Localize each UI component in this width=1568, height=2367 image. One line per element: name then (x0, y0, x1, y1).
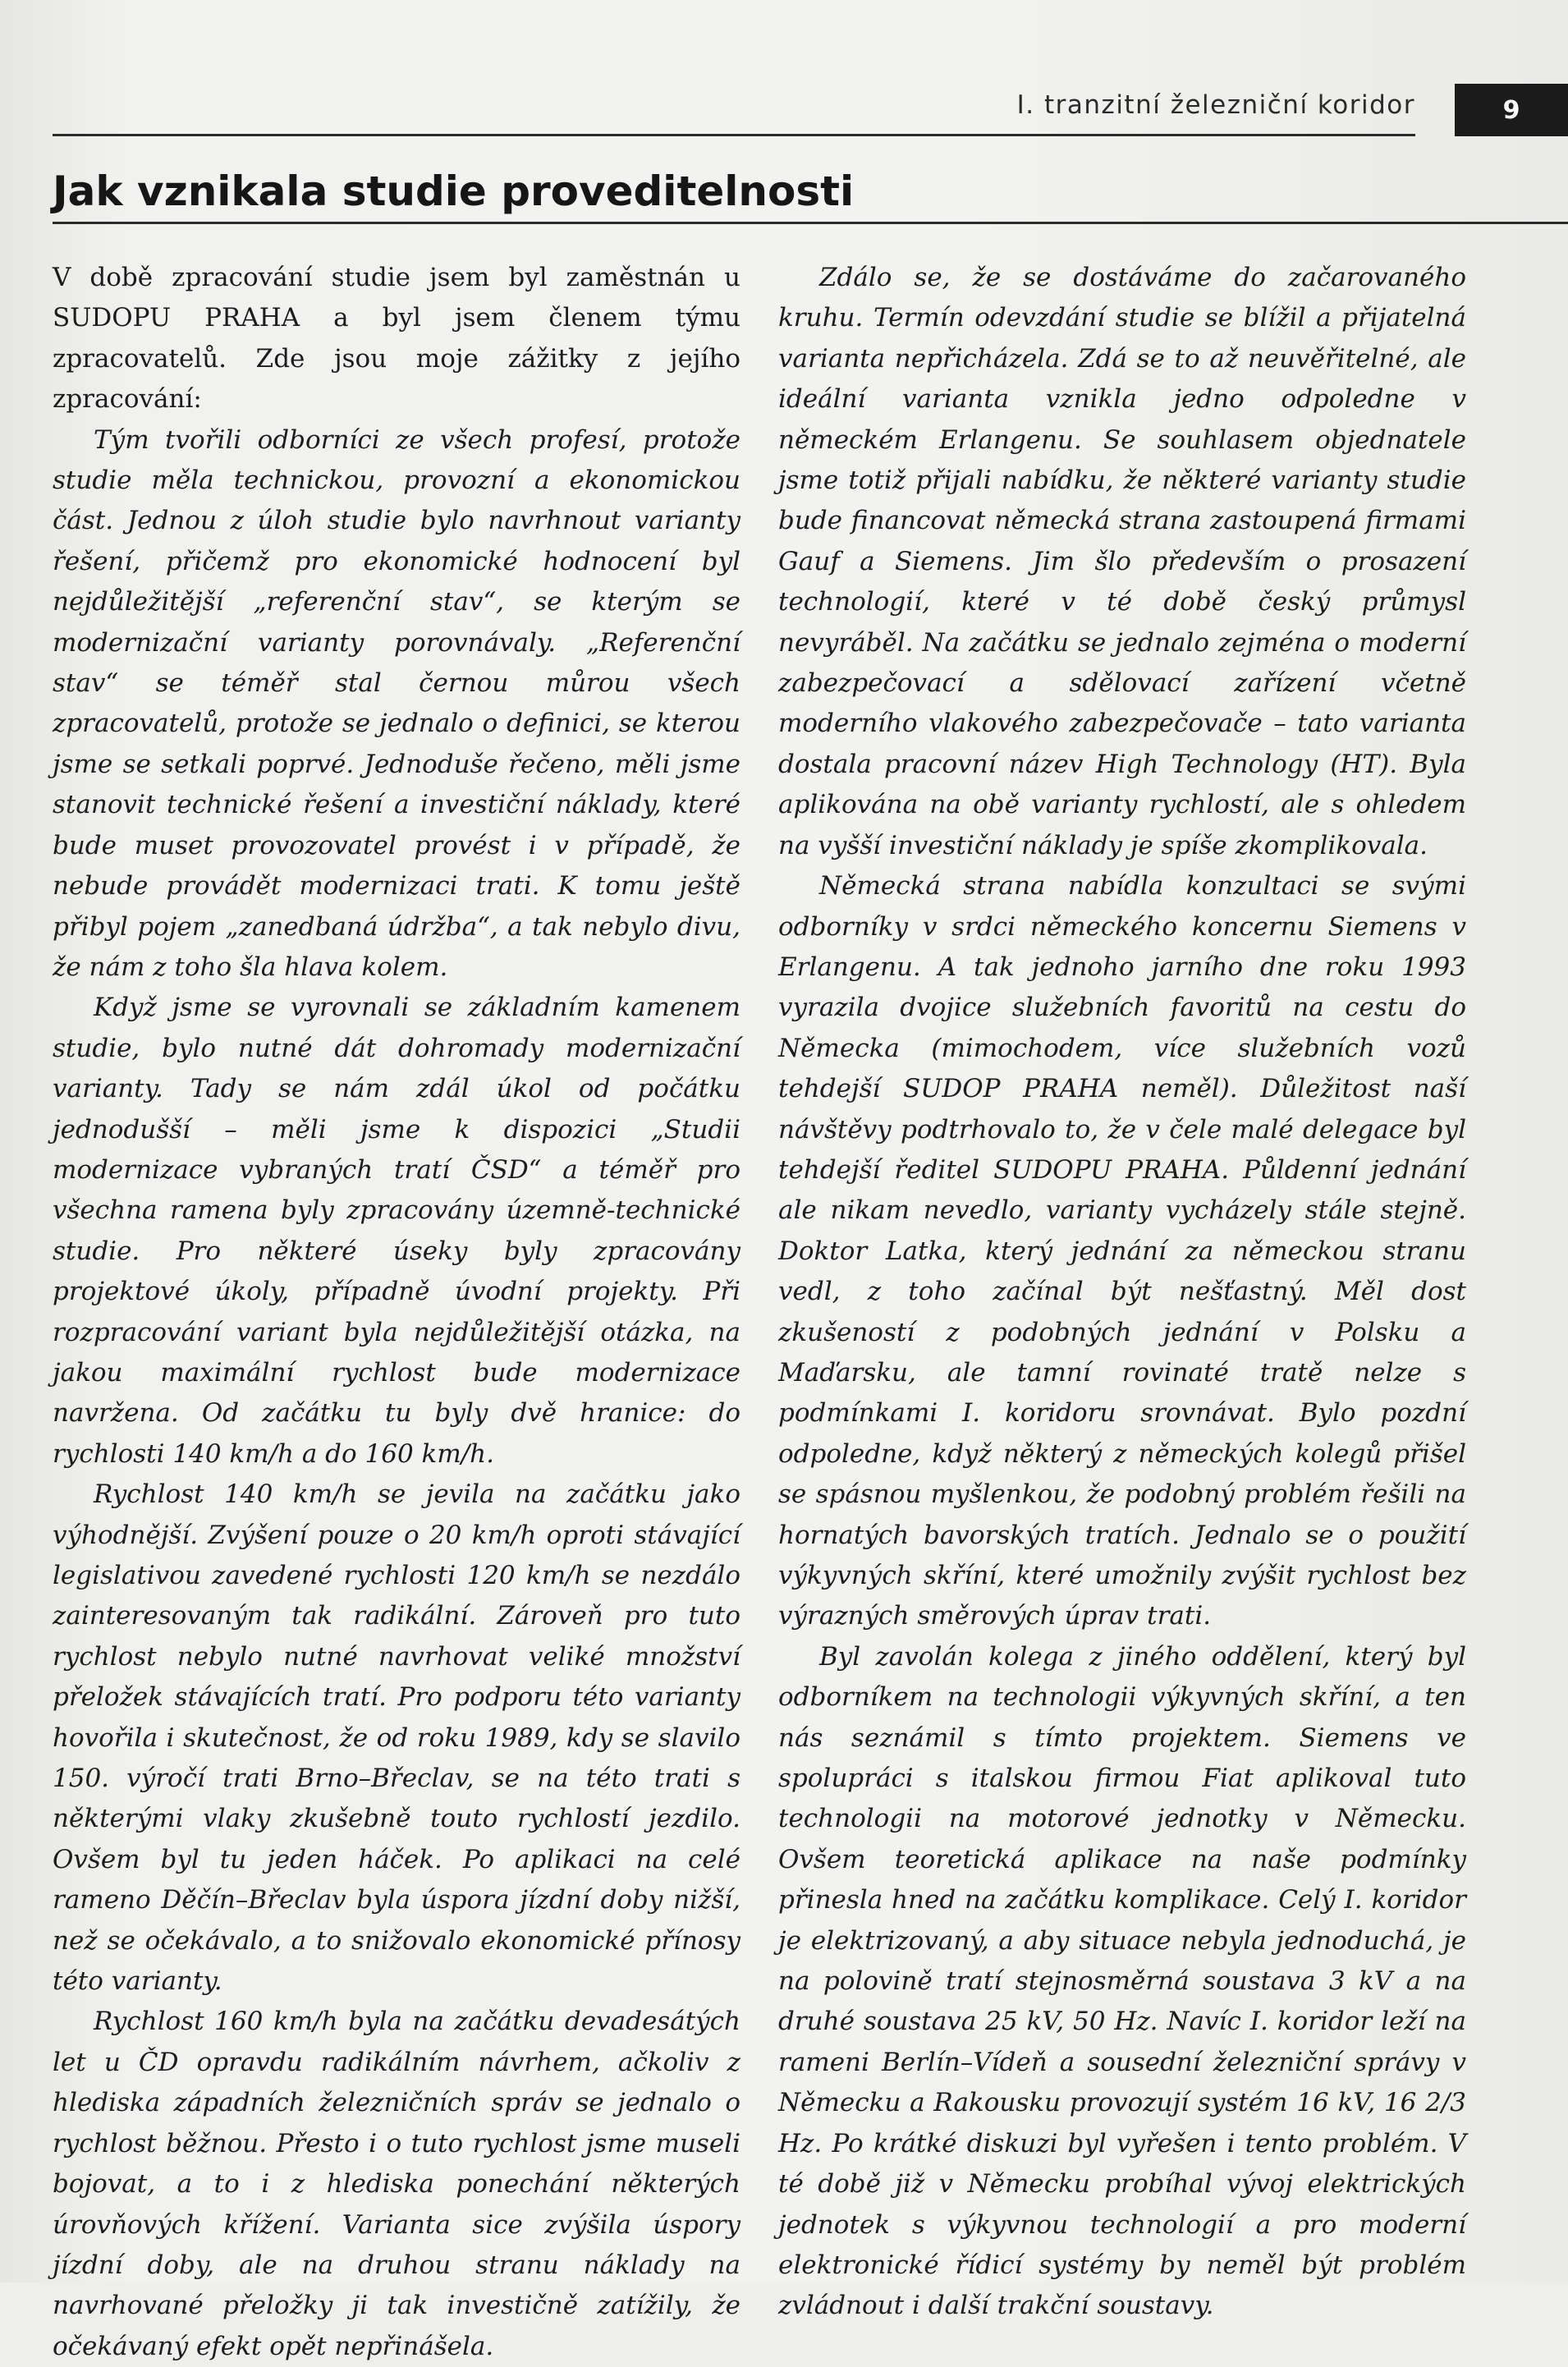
running-title: I. tranzitní železniční koridor (1016, 90, 1415, 120)
paragraph: Zdálo se, že se dostáváme do začarovaného kruhu. Termín odevzdání studie se blížil a přijatelná varianta nepřicházela. Zdá se to až neuvěřitelné, ale ideální varianta vznikla jedno odpoledne v německém Erlangenu. Se souhlasem objednatele jsme totiž přijali nabídku, že některé varianty studie bude financovat německá strana zastoupená firmami Gauf a Siemens. Jim šlo především o prosazení technologií, které v té době český průmysl nevyráběl. Na začátku se jednalo zejména o moderní zabezpečovací a sdělovací zařízení včetně moderního vlakového zabezpečovače – tato varianta dostala pracovní název High Technology (HT). Byla aplikována na obě varianty rychlostí, ale s ohledem na vyšší investiční náklady je spíše zkomplikovala. (778, 263, 1466, 860)
paragraph: V době zpracování studie jsem byl zaměstnán u SUDOPU PRAHA a byl jsem členem týmu zpracovatelů. Zde jsou moje zážitky z jejího zpracování: (53, 263, 740, 415)
page-number: 9 (1455, 84, 1568, 136)
header-rule (53, 134, 1415, 136)
paragraph: Byl zavolán kolega z jiného oddělení, který byl odborníkem na technologii výkyvných skříní, a ten nás seznámil s tímto projektem. Siemens ve spolupráci s italskou firmou Fiat aplikoval tuto technologii na motorové jednotky v Německu. Ovšem teoretická aplikace na naše podmínky přinesla hned na začátku komplikace. Celý I. koridor je elektrizovaný, a aby situace nebyla jednoduchá, je na polovině tratí stejnosměrná soustava 3 kV a na druhé soustava 25 kV, 50 Hz. Navíc I. koridor leží na rameni Berlín–Vídeň a sousední železniční správy v Německu a Rakousku provozují systém 16 kV, 16 2/3 Hz. Po krátké diskuzi byl vyřešen i tento problém. V té době již v Německu probíhal vývoj elektrických jednotek s výkyvnou technologií a pro moderní elektronické řídicí systémy by neměl být problém zvládnout i další trakční soustavy. (778, 1641, 1466, 2321)
right-column (778, 258, 1466, 2327)
title-rule (53, 222, 1568, 224)
paragraph: Rychlost 140 km/h se jevila na začátku jako výhodnější. Zvýšení pouze o 20 km/h oproti stávající legislativou zavedené rychlosti 120 km/h se nezdálo zainteresovaným tak radikální. Zároveň pro tuto rychlost nebylo nutné navrhovat veliké množství přeložek stávajících tratí. Pro podporu této varianty hovořila i skutečnost, že od roku 1989, kdy se slavilo 150. výročí trati Brno–Břeclav, se na této trati s některými vlaky zkušebně touto rychlostí jezdilo. Ovšem byl tu jeden háček. Po aplikaci na celé rameno Děčín–Břeclav byla úspora jízdní doby nižší, než se očekávalo, a to snižovalo ekonomické přínosy této varianty. (53, 1479, 740, 1997)
article-title: Jak vznikala studie proveditelnosti (53, 167, 855, 215)
paragraph: Když jsme se vyrovnali se základním kamenem studie, bylo nutné dát dohromady modernizační varianty. Tady se nám zdál úkol od počátku jednodušší – měli jsme k dispozici „Studii modernizace vybraných tratí ČSD“ a téměř pro všechna ramena byly zpracovány územně-technické studie. Pro některé úseky byly zpracovány projektové úkoly, případně úvodní projekty. Při rozpracování variant byla nejdůležitější otázka, na jakou maximální rychlost bude modernizace navržena. Od začátku tu byly dvě hranice: do rychlosti 140 km/h a do 160 km/h. (53, 993, 740, 1469)
paragraph: Tým tvořili odborníci ze všech profesí, protože studie měla technickou, provozní a ekonomickou část. Jednou z úloh studie bylo navrhnout varianty řešení, přičemž pro ekonomické hodnocení byl nejdůležitější „referenční stav“, se kterým se modernizační varianty porovnávaly. „Referenční stav“ se téměř stal černou můrou všech zpracovatelů, protože se jednalo o definici, se kterou jsme se setkali poprvé. Jednoduše řečeno, měli jsme stanovit technické řešení a investiční náklady, které bude muset provozovatel provést i v případě, že nebude provádět modernizaci trati. K tomu ještě přibyl pojem „zanedbaná údržba“, a tak nebylo divu, že nám z toho šla hlava kolem. (53, 424, 740, 982)
paragraph: Rychlost 160 km/h byla na začátku devadesátých let u ČD opravdu radikálním návrhem, ačkoliv z hlediska západních železničních správ se jednalo o rychlost běžnou. Přesto i o tuto rychlost jsme museli bojovat, a to i z hlediska ponechání některých úrovňových křížení. Varianta sice zvýšila úspory jízdní doby, ale na druhou stranu náklady na navrhované přeložky ji tak investičně zatížily, že očekávaný efekt opět nepřinášela. (53, 2007, 740, 2361)
paragraph: Německá strana nabídla konzultaci se svými odborníky v srdci německého koncernu Siemens v Erlangenu. A tak jednoho jarního dne roku 1993 vyrazila dvojice služebních favoritů na cestu do Německa (mimochodem, více služebních vozů tehdejší SUDOP PRAHA neměl). Důležitost naší návštěvy podtrhovalo to, že v čele malé delegace byl tehdejší ředitel SUDOPU PRAHA. Půldenní jednání ale nikam nevedlo, varianty vycházely stále stejně. Doktor Latka, který jednání za německou stranu vedl, z toho začínal být nešťastný. Měl dost zkušeností z podobných jednání v Polsku a Maďarsku, ale tamní rovinaté tratě nelze s podmínkami I. koridoru srovnávat. Bylo pozdní odpoledne, když některý z německých kolegů přišel se spásnou myšlenkou, že podobný problém řešili na hornatých bavorských tratích. Jednalo se o použití výkyvných skříní, které umožnily zvýšit rychlost bez výrazných směrových úprav trati. (778, 871, 1466, 1631)
left-column (53, 258, 740, 2367)
